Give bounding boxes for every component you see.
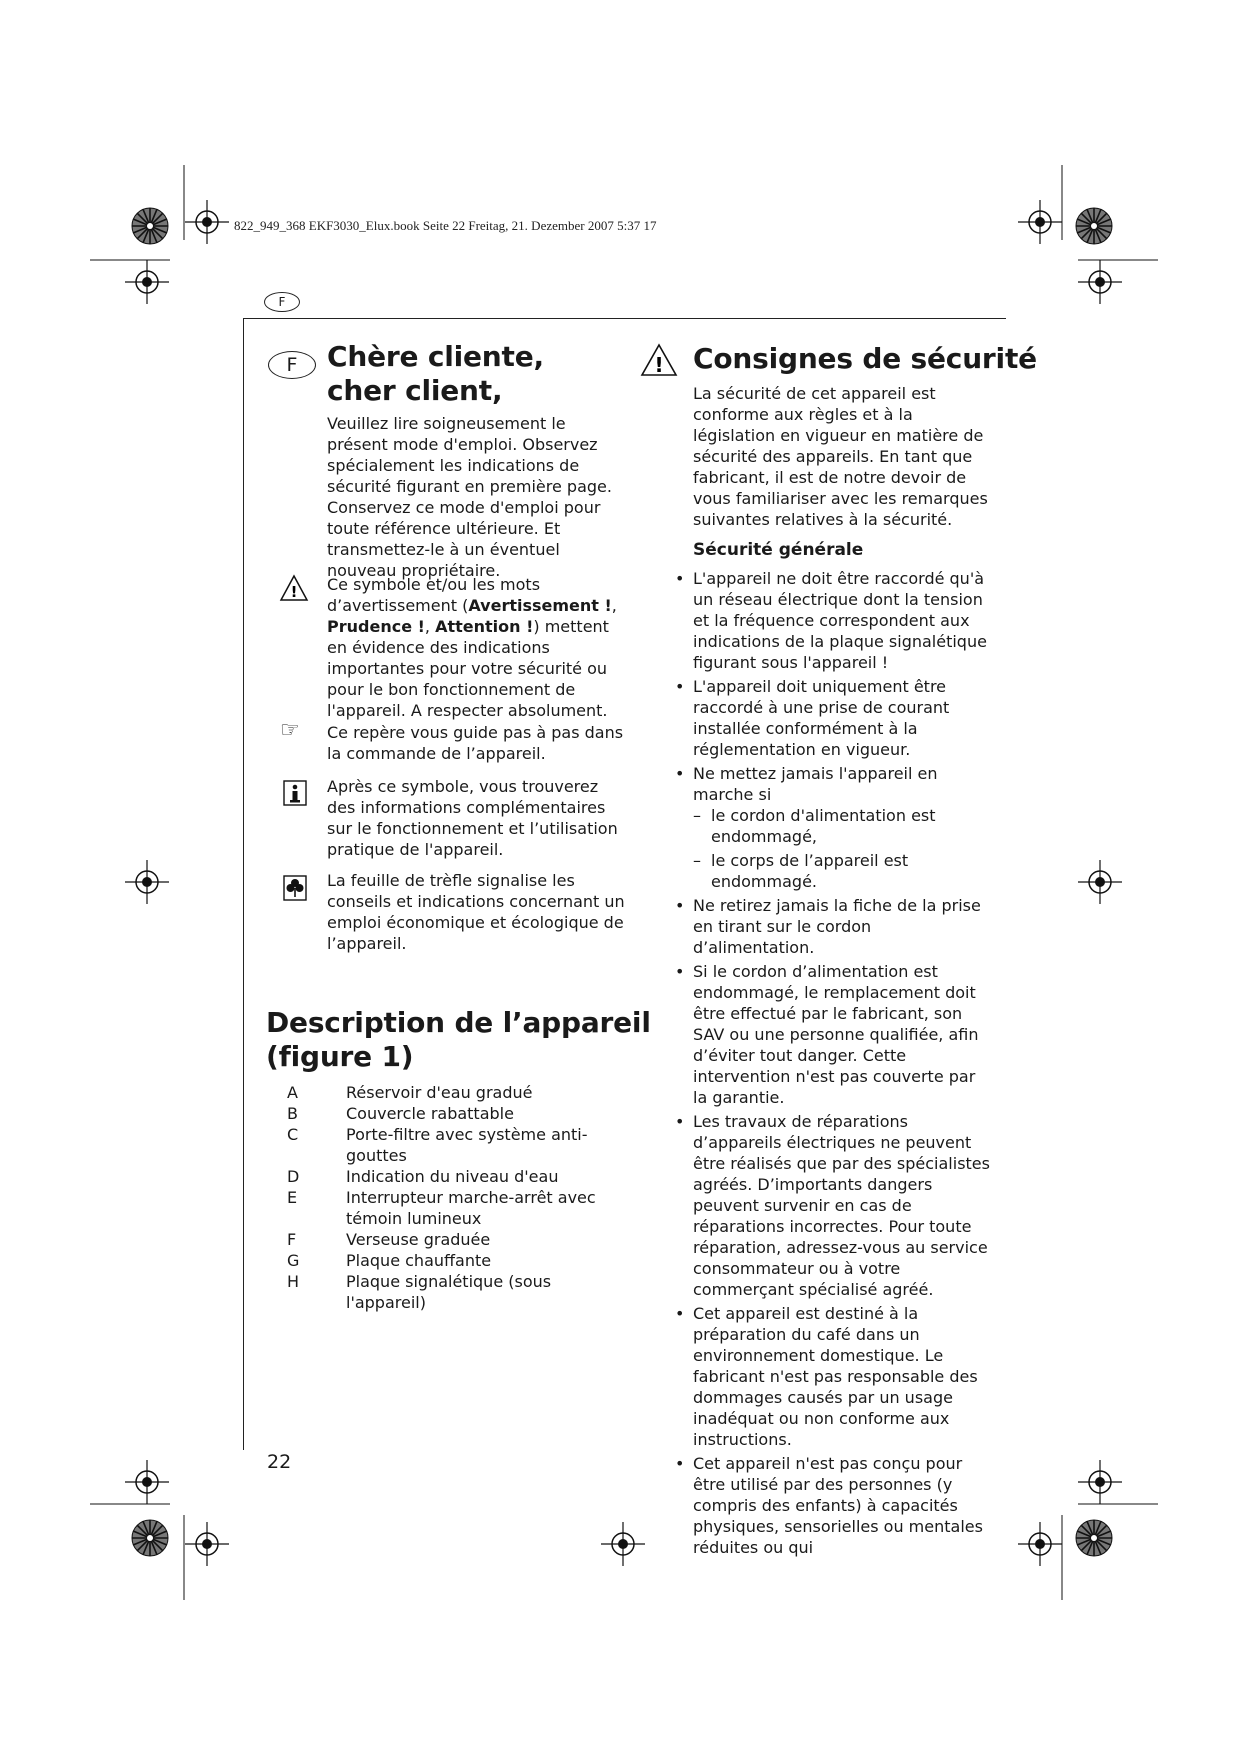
description-heading-line-1: Description de l’appareil xyxy=(266,1006,651,1039)
part-label: Porte-filtre avec système anti-gouttes xyxy=(346,1125,588,1165)
parts-row xyxy=(266,1250,630,1271)
part-label: Couvercle rabattable xyxy=(346,1104,514,1123)
pointing-hand-icon: ☞ xyxy=(280,718,300,743)
warning-triangle-icon xyxy=(640,343,678,377)
parts-row xyxy=(266,1187,630,1229)
safety-heading: Consignes de sécurité xyxy=(693,342,1037,375)
list-item: • Les travaux de réparations d’appareils électriques ne peuvent être réalisés que par des spécialistes agréés. D’importants dangers peuvent survenir en cas de réparations incorrectes. Pour toute réparation, adressez-vous au service consommateur ou à votre commerçant spécialisé agréé. xyxy=(693,1111,991,1300)
info-icon xyxy=(283,780,307,806)
page-number: 22 xyxy=(267,1451,292,1473)
part-letter: C xyxy=(287,1125,299,1144)
part-label: Plaque signalétique (sous l'appareil) xyxy=(346,1272,552,1312)
part-label: Indication du niveau d'eau xyxy=(346,1167,559,1186)
part-letter: B xyxy=(287,1104,298,1123)
part-label: Réservoir d'eau gradué xyxy=(346,1083,533,1102)
parts-row xyxy=(266,1229,630,1250)
warning-word-1: Avertissement ! xyxy=(468,596,612,615)
language-marker-large: F xyxy=(268,351,316,379)
svg-text:!: ! xyxy=(654,353,664,377)
list-item xyxy=(693,763,991,892)
intro-paragraph: Veuillez lire soigneusement le présent mode d'emploi. Observez spécialement les indications de sécurité figurant en première page. Conservez ce mode d'emploi pour toute référence ultérieure. Et transmettez-le à un éventuel nouveau propriétaire. xyxy=(327,414,612,580)
parts-row xyxy=(266,1103,630,1124)
part-label: Interrupteur marche-arrêt avec témoin lumineux xyxy=(346,1188,596,1228)
parts-row xyxy=(266,1124,630,1166)
step-paragraph: Ce repère vous guide pas à pas dans la commande de l’appareil. xyxy=(327,723,624,763)
greeting-line-2: cher client, xyxy=(327,374,503,407)
safety-intro: La sécurité de cet appareil est conforme aux règles et à la législation en vigueur en matière de sécurité des appareils. En tant que fabricant, il est de notre devoir de vous familiariser avec les remarques suivantes relatives à la sécurité. xyxy=(693,384,988,529)
parts-list xyxy=(266,1082,630,1313)
file-slug: 822_949_368 EKF3030_Elux.book Seite 22 Freitag, 21. Dezember 2007 5:37 17 xyxy=(234,218,657,233)
list-item: • Cet appareil est destiné à la préparation du café dans un environnement domestique. Le fabricant n'est pas responsable des dommages causés par un usage inadéquat ou non conforme aux instructions. xyxy=(693,1303,991,1450)
parts-row xyxy=(266,1082,630,1103)
part-letter: H xyxy=(287,1272,300,1291)
dash-item: – le corps de l’appareil est endommagé. xyxy=(693,850,991,892)
list-item: • Si le cordon d’alimentation est endommagé, le remplacement doit être effectué par le fabricant, son SAV ou une personne qualifiée, afin d’éviter tout danger. Cette intervention n'est pas couverte par la garantie. xyxy=(693,961,991,1108)
part-letter: E xyxy=(287,1188,298,1207)
list-item-text: Ne mettez jamais l'appareil en marche si xyxy=(693,764,938,804)
header-rule xyxy=(243,318,1006,319)
info-paragraph: Après ce symbole, vous trouverez des informations complémentaires sur le fonctionnement et l’utilisation pratique de l'appareil. xyxy=(327,777,618,859)
list-item: • Cet appareil n'est pas conçu pour être utilisé par des personnes (y compris des enfants) à capacités physiques, sensorielles ou mentales réduites ou qui xyxy=(693,1453,991,1558)
svg-text:!: ! xyxy=(290,583,298,601)
part-letter: D xyxy=(287,1167,300,1186)
greeting-heading xyxy=(327,340,544,408)
parts-row xyxy=(266,1166,630,1187)
list-item: • L'appareil doit uniquement être raccordé à une prise de courant installée conformément à la réglementation en vigueur. xyxy=(693,676,991,760)
greeting-line-1: Chère cliente, xyxy=(327,340,544,373)
part-letter: F xyxy=(287,1230,297,1249)
warning-paragraph: Ce symbole et/ou les mots d’avertissement (Avertissement !, Prudence !, Attention !) mettent en évidence des indications importantes pour votre sécurité ou pour le bon fonctionnement de l'appareil. A respecter absolument. xyxy=(327,575,617,720)
warning-word-3: Attention ! xyxy=(435,617,534,636)
warning-triangle-icon xyxy=(279,574,309,602)
left-margin-rule xyxy=(243,318,244,1450)
list-item: • L'appareil ne doit être raccordé qu'à un réseau électrique dont la tension et la fréquence correspondent aux indications de la plaque signalétique figurant sous l'appareil ! xyxy=(693,568,991,673)
dash-item: – le cordon d'alimentation est endommagé, xyxy=(693,805,991,847)
language-marker: F xyxy=(264,292,300,312)
part-label: Verseuse graduée xyxy=(346,1230,491,1249)
part-letter: G xyxy=(287,1251,300,1270)
general-safety-subtitle: Sécurité générale xyxy=(693,540,864,560)
description-heading-line-2: (figure 1) xyxy=(266,1040,414,1073)
warning-word-2: Prudence ! xyxy=(327,617,425,636)
safety-bullet-list xyxy=(693,568,991,1561)
eco-paragraph: La feuille de trèfle signalise les conseils et indications concernant un emploi économique et écologique de l’appareil. xyxy=(327,871,625,953)
dash-sub-list xyxy=(693,805,991,892)
parts-row xyxy=(266,1271,630,1313)
description-heading xyxy=(266,1006,651,1074)
clover-leaf-icon xyxy=(283,875,307,901)
part-label: Plaque chauffante xyxy=(346,1251,492,1270)
list-item: • Ne retirez jamais la fiche de la prise en tirant sur le cordon d’alimentation. xyxy=(693,895,991,958)
part-letter: A xyxy=(287,1083,298,1102)
